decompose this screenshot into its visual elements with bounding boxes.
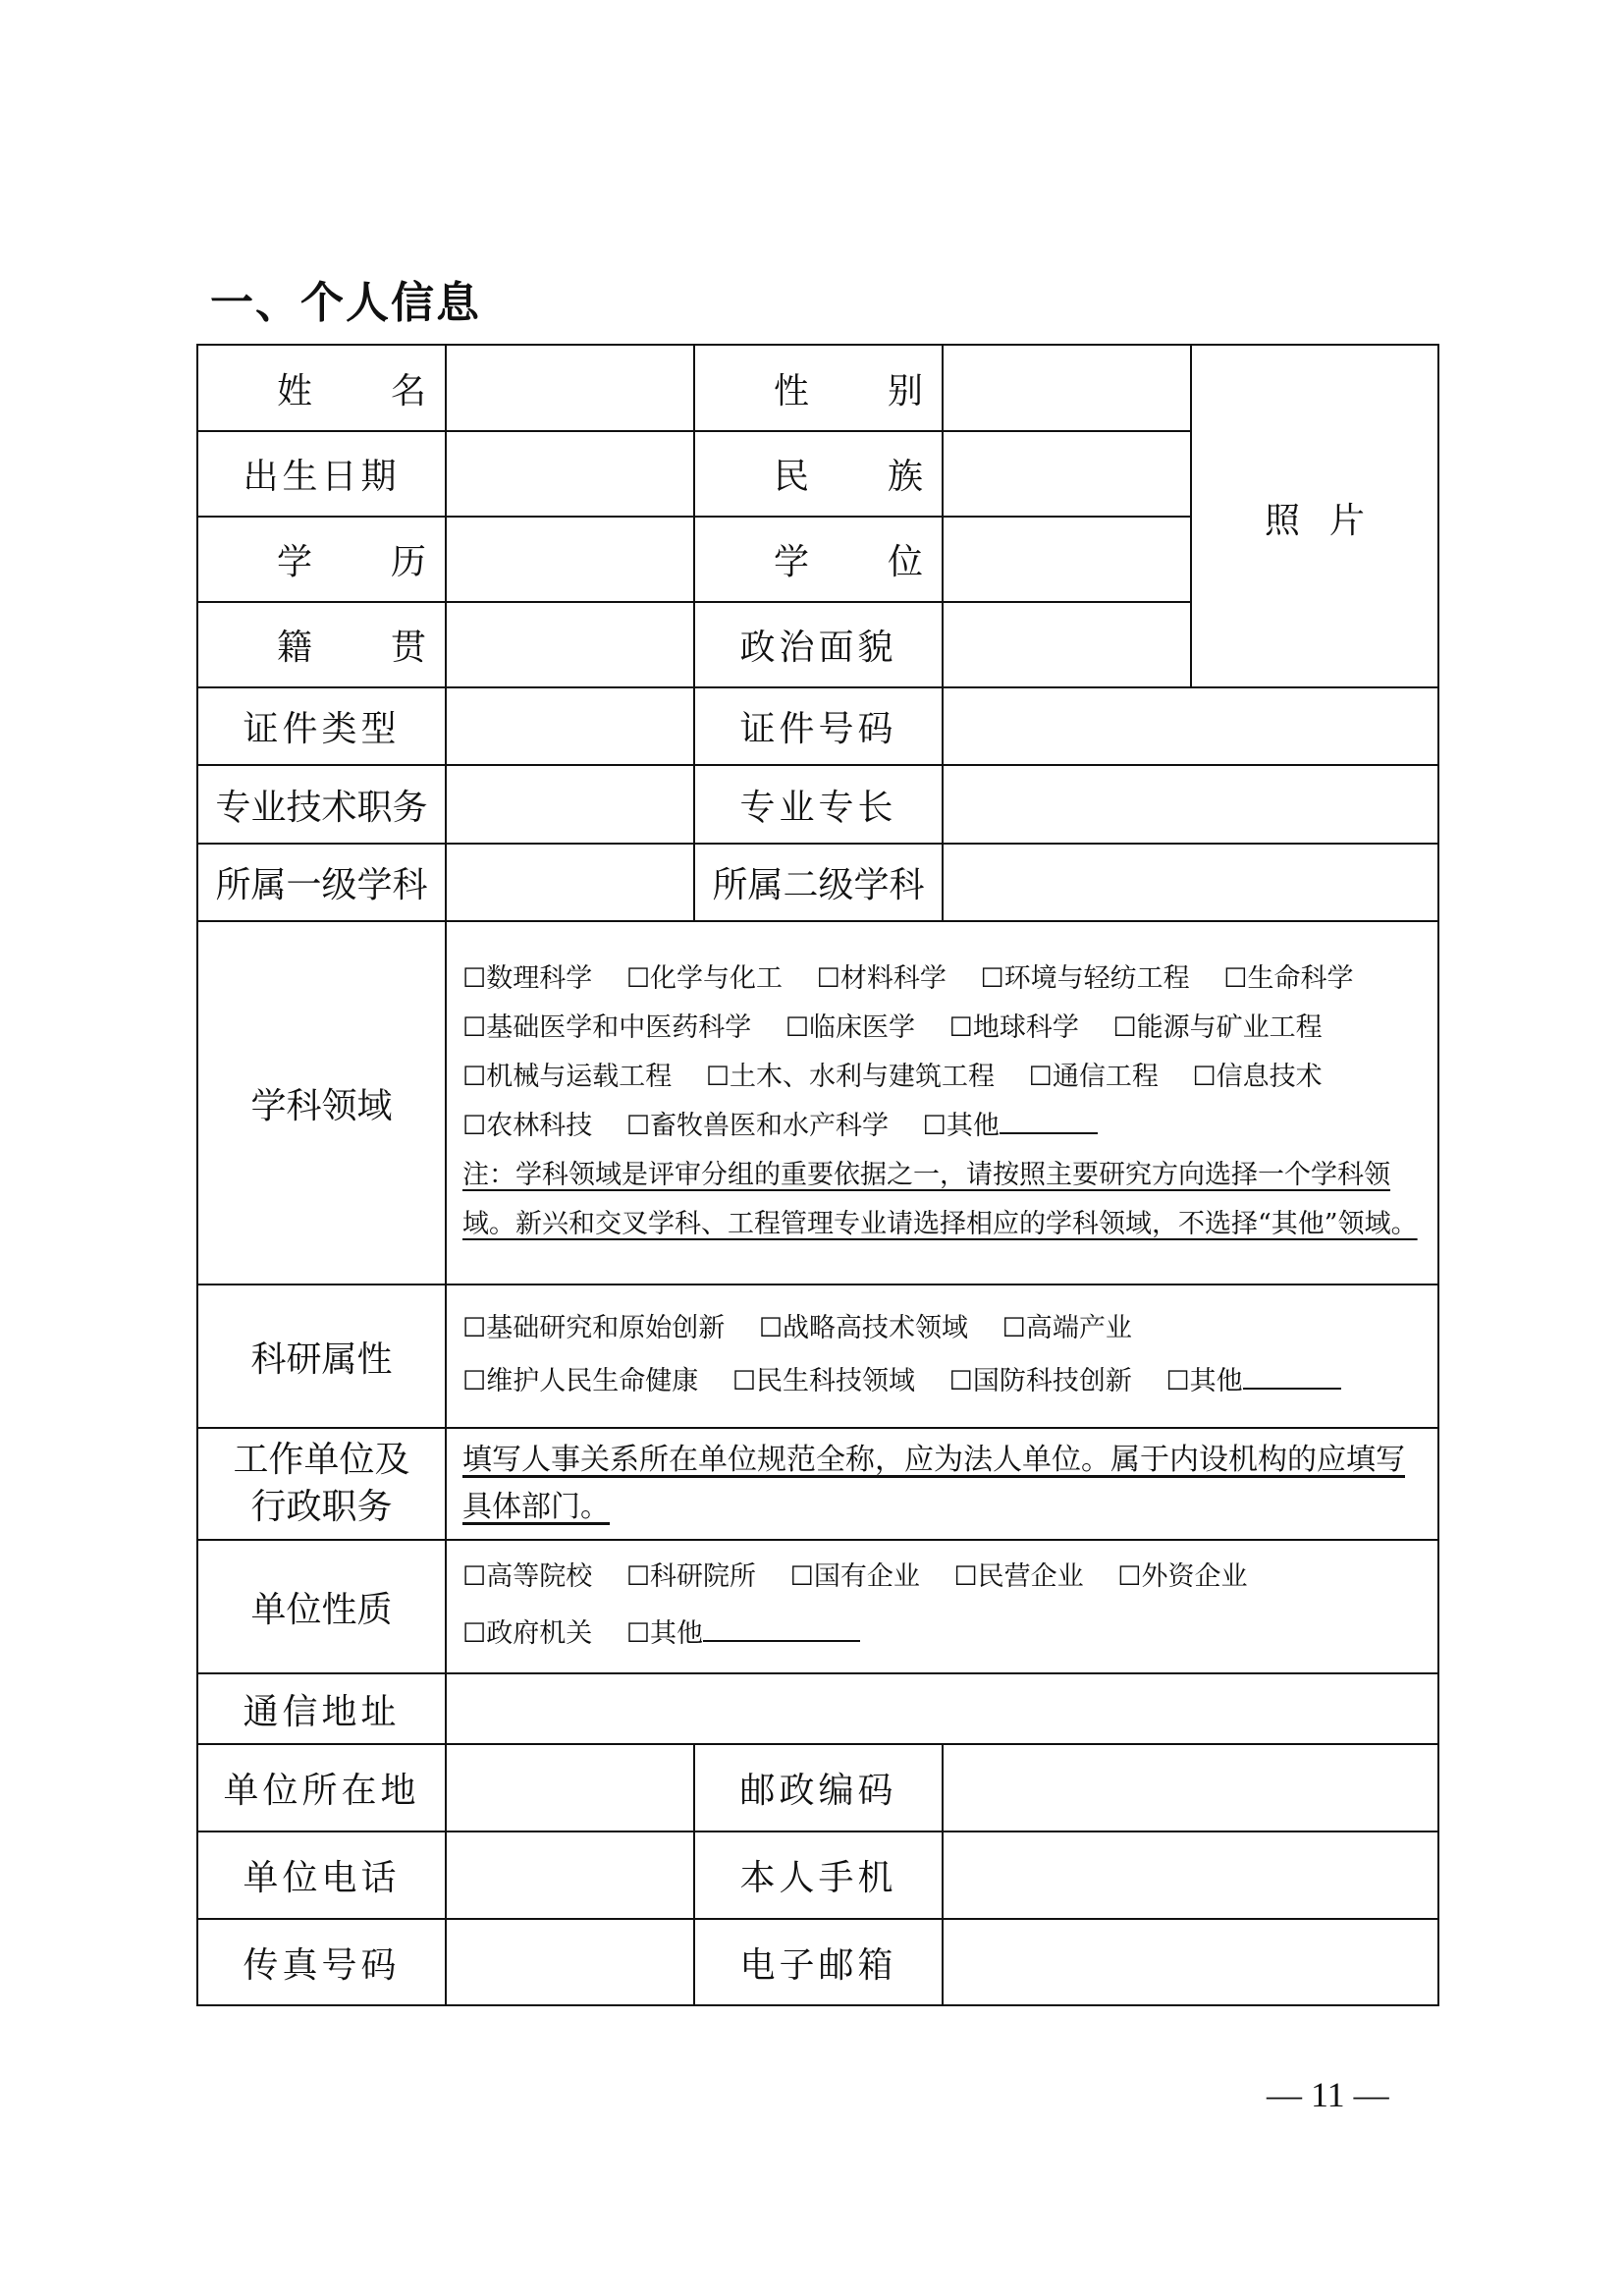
work-unit-field[interactable]: 填写人事关系所在单位规范全称，应为法人单位。属于内设机构的应填写具体部门。 xyxy=(446,1428,1438,1540)
checkbox-option[interactable]: ☐国有企业 xyxy=(789,1561,920,1592)
ethnicity-label: 民族 xyxy=(694,431,943,517)
unit-nature-label: 单位性质 xyxy=(197,1540,446,1673)
unit-phone-field[interactable] xyxy=(446,1831,694,1919)
birth-date-field[interactable] xyxy=(446,431,694,517)
other-blank[interactable] xyxy=(703,1611,860,1642)
section-heading: 一、个人信息 xyxy=(210,278,481,328)
checkbox-option[interactable]: ☐战略高技术领域 xyxy=(758,1313,969,1343)
checkbox-option[interactable]: ☐高等院校 xyxy=(462,1561,593,1592)
postal-code-label: 邮政编码 xyxy=(694,1744,943,1831)
photo-area[interactable] xyxy=(1191,345,1438,687)
personal-info-form xyxy=(196,344,1439,2006)
political-status-field[interactable] xyxy=(943,602,1191,687)
email-label: 电子邮箱 xyxy=(694,1919,943,2005)
specialty-label: 专业专长 xyxy=(694,765,943,844)
other-blank[interactable] xyxy=(1000,1103,1098,1134)
id-number-label: 证件号码 xyxy=(694,687,943,765)
checkbox-option[interactable]: ☐农林科技 xyxy=(462,1111,593,1141)
postal-code-field[interactable] xyxy=(943,1744,1438,1831)
unit-phone-label: 单位电话 xyxy=(197,1831,446,1919)
gender-label: 性别 xyxy=(694,345,943,431)
education-label: 学历 xyxy=(197,517,446,602)
checkbox-option[interactable]: ☐畜牧兽医和水产科学 xyxy=(625,1111,890,1141)
id-type-label: 证件类型 xyxy=(197,687,446,765)
checkbox-option-other[interactable]: ☐其他 xyxy=(923,1111,1098,1141)
tech-title-field[interactable] xyxy=(446,765,694,844)
checkbox-option-other[interactable]: ☐其他 xyxy=(626,1618,860,1649)
id-type-field[interactable] xyxy=(446,687,694,765)
checkbox-option[interactable]: ☐信息技术 xyxy=(1192,1062,1323,1092)
checkbox-option[interactable]: ☐能源与矿业工程 xyxy=(1112,1012,1323,1043)
second-discipline-field[interactable] xyxy=(943,844,1438,921)
subject-field-label: 学科领域 xyxy=(197,921,446,1285)
checkbox-option[interactable]: ☐环境与轻纺工程 xyxy=(980,963,1190,994)
checkbox-option[interactable]: ☐数理科学 xyxy=(462,963,593,994)
checkbox-option[interactable]: ☐通信工程 xyxy=(1028,1062,1159,1092)
checkbox-option[interactable]: ☐化学与化工 xyxy=(625,963,784,994)
research-attr-options xyxy=(446,1285,1438,1428)
checkbox-option[interactable]: ☐基础研究和原始创新 xyxy=(462,1313,726,1343)
address-field[interactable] xyxy=(446,1673,1438,1744)
photo-label: 照片 xyxy=(1264,501,1394,541)
second-discipline-label: 所属二级学科 xyxy=(694,844,943,921)
birth-date-label: 出生日期 xyxy=(197,431,446,517)
checkbox-option[interactable]: ☐民营企业 xyxy=(953,1561,1084,1592)
subject-field-note: 注：学科领域是评审分组的重要依据之一，请按照主要研究方向选择一个学科领域。新兴和交叉学科、工程管理专业请选择相应的学科领域，不选择“其他”领域。 xyxy=(462,1160,1418,1239)
fax-label: 传真号码 xyxy=(197,1919,446,2005)
unit-location-field[interactable] xyxy=(446,1744,694,1831)
subject-field-options xyxy=(446,921,1438,1285)
mobile-field[interactable] xyxy=(943,1831,1438,1919)
checkbox-option[interactable]: ☐政府机关 xyxy=(462,1618,593,1649)
work-unit-label: 工作单位及 行政职务 xyxy=(197,1428,446,1540)
checkbox-option[interactable]: ☐土木、水利与建筑工程 xyxy=(705,1062,996,1092)
checkbox-option[interactable]: ☐外资企业 xyxy=(1117,1561,1248,1592)
first-discipline-label: 所属一级学科 xyxy=(197,844,446,921)
checkbox-option[interactable]: ☐生命科学 xyxy=(1223,963,1354,994)
address-label: 通信地址 xyxy=(197,1673,446,1744)
other-blank[interactable] xyxy=(1243,1358,1341,1390)
checkbox-option[interactable]: ☐临床医学 xyxy=(784,1012,916,1043)
checkbox-option[interactable]: ☐国防科技创新 xyxy=(948,1366,1132,1396)
checkbox-option[interactable]: ☐地球科学 xyxy=(948,1012,1079,1043)
checkbox-option[interactable]: ☐机械与运载工程 xyxy=(462,1062,673,1092)
first-discipline-field[interactable] xyxy=(446,844,694,921)
specialty-field[interactable] xyxy=(943,765,1438,844)
tech-title-label: 专业技术职务 xyxy=(197,765,446,844)
checkbox-option[interactable]: ☐基础医学和中医药科学 xyxy=(462,1012,752,1043)
name-label: 姓名 xyxy=(197,345,446,431)
native-place-label: 籍贯 xyxy=(197,602,446,687)
mobile-label: 本人手机 xyxy=(694,1831,943,1919)
fax-field[interactable] xyxy=(446,1919,694,2005)
checkbox-option-other[interactable]: ☐其他 xyxy=(1165,1366,1340,1396)
id-number-field[interactable] xyxy=(943,687,1438,765)
degree-label: 学位 xyxy=(694,517,943,602)
unit-location-label: 单位所在地 xyxy=(197,1744,446,1831)
checkbox-option[interactable]: ☐材料科学 xyxy=(816,963,947,994)
checkbox-option[interactable]: ☐高端产业 xyxy=(1001,1313,1132,1343)
email-field[interactable] xyxy=(943,1919,1438,2005)
research-attr-label: 科研属性 xyxy=(197,1285,446,1428)
page-number: — 11 — xyxy=(1267,2075,1389,2114)
checkbox-option[interactable]: ☐科研院所 xyxy=(625,1561,757,1592)
political-status-label: 政治面貌 xyxy=(694,602,943,687)
unit-nature-options xyxy=(446,1540,1438,1673)
checkbox-option[interactable]: ☐维护人民生命健康 xyxy=(462,1366,699,1396)
checkbox-option[interactable]: ☐民生科技领域 xyxy=(731,1366,916,1396)
